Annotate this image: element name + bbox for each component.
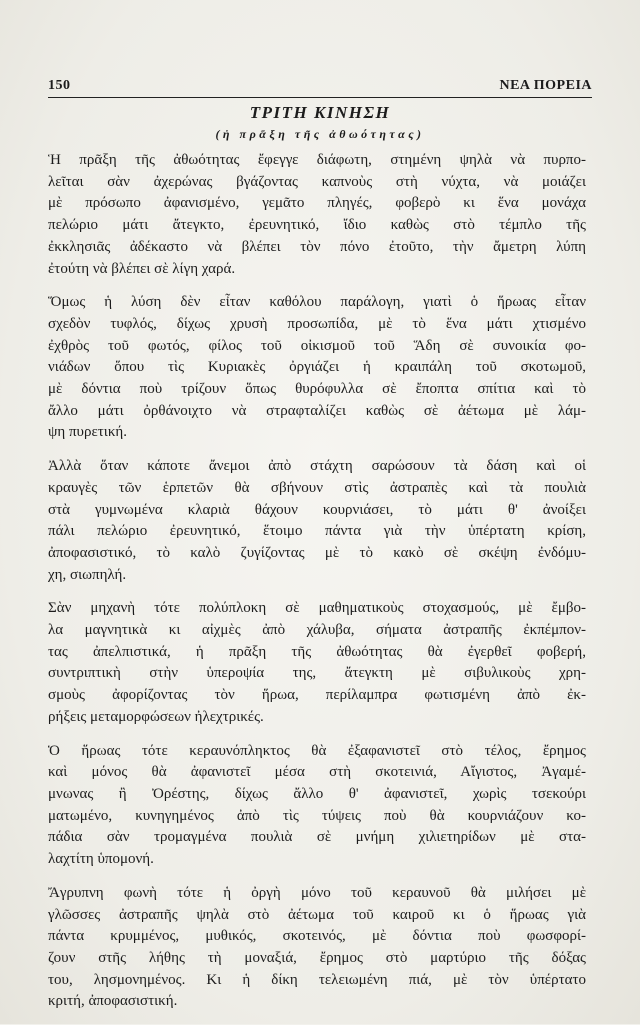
text-line: χη, σιωπηλή.: [48, 566, 127, 583]
text-line: ἐκκλησιᾶς ἀδέκαστο νὰ βλέπει τὸν πόνο ἐτοῦτο, τὴν ἄμετρη λύπη: [48, 238, 586, 255]
journal-name: ΝΕΑ ΠΟΡΕΙΑ: [499, 78, 592, 93]
text-line: Ἡ πρᾶξη τῆς ἀθωότητας ἔφεγγε διάφωτη, στημένη ψηλὰ νὰ πυρπο-: [48, 152, 586, 168]
text-line: πελώριο μάτι ἄτεγκτο, ἐρευνητικό, ἴδιο καθὼς στὸ τέμπλο τῆς: [48, 217, 586, 234]
text-line: τας ἀπελπιστικά, ἡ πρᾶξη τῆς ἀθωότητας θὰ ἐγερθεῖ φοβερή,: [48, 643, 586, 660]
section-subtitle: (ἡ πρᾶξη τῆς ἀθωότητας): [215, 127, 425, 141]
section-title: ΤΡΙΤΗ ΚΙΝΗΣΗ: [249, 103, 391, 122]
text-line: λα μαγνητικὰ κι αἰχμὲς ἀπὸ χάλυβα, σήματα ἀστραπῆς ἐκπέμπον-: [48, 622, 586, 639]
paragraph-5: [48, 741, 586, 871]
text-line: λαχτίτη ὑπομονή.: [48, 851, 154, 868]
text-line: κραυγὲς τῶν ἑρπετῶν θὰ σβήνουν στὶς ἀστραπὲς καὶ τὰ πουλιὰ: [48, 479, 586, 496]
text-line: Σὰν μηχανὴ τότε πολύπλοκη σὲ μαθηματικοὺς στοχασμούς, μὲ ἔμβο-: [48, 600, 586, 617]
text-line: καὶ μόνος θὰ ἀφανιστεῖ μέσα στὴ σκοτεινιά, Αἴγιστος, Ἀγαμέ-: [48, 764, 586, 781]
text-line: Ἀλλὰ ὅταν κάποτε ἄνεμοι ἀπὸ στάχτη σαρώσουν τὰ δάση καὶ οἱ: [48, 458, 586, 475]
text-line: πάλι πελώριο ἐρευνητικό, ἕτοιμο πάντα γιὰ τὴν ὑπέρτατη κρίση,: [48, 523, 586, 540]
text-line: πάντα κρυμμένος, μυθικός, σκοτεινός, μὲ δόντια ποὺ φωσφορί-: [48, 928, 586, 945]
body-text: [48, 150, 586, 1025]
text-line: Ὁ ἥρωας τότε κεραυνόπληκτος θὰ ἐξαφανιστεῖ στὸ τέλος, ἔρημος: [48, 742, 586, 759]
text-line: ματωμένο, κυνηγημένος ἀπὸ τὶς τύψεις ποὺ θὰ κουρνιάζουν κο-: [48, 807, 586, 824]
header-rule: [48, 97, 592, 98]
text-line: στὰ γυμνωμένα κλαριὰ θάχουν κουρνιάσει, τὸ μάτι θ' ἀνοίξει: [48, 501, 586, 518]
page-number: 150: [48, 78, 71, 93]
text-line: ζουν στῆς λήθης τὴ μοναξιά, ἔρημος στὸ μαρτύριο τῆς δόξας: [48, 949, 586, 966]
text-line: πάδια σὰν τρομαγμένα πουλιὰ σὲ μνήμη χιλιετηρίδων μὲ στα-: [48, 829, 586, 846]
text-line: ἐτούτη νὰ βλέπει σὲ λίγη χαρά.: [48, 260, 236, 277]
text-line: συντριπτικὴ στὴν ὑπεροψία της, ἄτεγκτη μὲ σιβυλικοὺς χρη-: [48, 665, 586, 682]
paragraph-6: [48, 883, 586, 1013]
text-line: ἄλλο μάτι ὀρθάνοιχτο νὰ στραφταλίζει καθὼς σὲ ἀέτωμα μὲ λάμ-: [48, 402, 586, 419]
text-line: ἐχθρὸς τοῦ φωτός, φίλος τοῦ οἰκισμοῦ τοῦ Ἅδη σὲ συνοικία φο-: [48, 337, 586, 354]
text-line: Ἄγρυπνη φωνὴ τότε ἡ ὀργὴ μόνο τοῦ κεραυνοῦ θὰ μιλήσει μὲ: [48, 884, 586, 901]
text-line: σχεδὸν τυφλός, δίχως χρυσὴ προσωπίδα, μὲ τὸ ἕνα μάτι χτισμένο: [48, 315, 586, 332]
paragraph-2: [48, 292, 586, 444]
paragraph-3: [48, 456, 586, 586]
text-line: κριτή, ἀποφασιστική.: [48, 993, 178, 1010]
text-line: σμοὺς ἀφορίζοντας τὸν ἥρωα, περίλαμπρα φωτισμένη ἀπὸ ἐκ-: [48, 687, 586, 704]
text-line: μὲ πρόσωπο ἀφανισμένο, γεμᾶτο πληγές, φοβερὸ κι ἕνα μονάχα: [48, 195, 586, 212]
text-line: μὲ δόντια ποὺ τρίζουν ὅπως θυρόφυλλα σὲ ἔποπτα σπίτια καὶ τὸ: [48, 381, 586, 398]
running-header: [48, 78, 592, 94]
text-line: του, λησμονημένος. Κι ἡ δίκη τελειωμένη πιά, μὲ τὸν ὑπέρτατο: [48, 971, 586, 988]
text-line: Ὅμως ἡ λύση δὲν εἶταν καθόλου παράλογη, γιατὶ ὁ ἥρωας εἶταν: [48, 294, 586, 311]
text-line: μνωνας ἢ Ὀρέστης, δίχως ἄλλο θ' ἀφανιστεῖ, χωρὶς τσεκούρι: [48, 785, 586, 802]
text-line: γλῶσσες ἀστραπῆς ψηλὰ στὸ ἀέτωμα τοῦ καιροῦ κι ὁ ἥρωας γιὰ: [48, 906, 586, 923]
text-line: λεῖται σὰν ἀχερώνας βγάζοντας καπνοὺς στὴ νύχτα, νὰ μοιάζει: [48, 173, 586, 190]
text-line: ἀποφασιστικό, τὸ καλὸ ζυγίζοντας μὲ τὸ κακὸ σὲ σκέψη ἐνδόμυ-: [48, 544, 586, 561]
text-line: ρήξεις μεταμορφώσεων ἠλεχτρικές.: [48, 708, 264, 725]
paragraph-1: [48, 150, 586, 280]
text-line: ψη πυρετική.: [48, 424, 127, 441]
paragraph-4: [48, 598, 586, 728]
text-line: νιάδων ὅπου τὶς Κυριακὲς ὀργιάζει ἡ κραιπάλη τοῦ σκοτωμοῦ,: [48, 359, 586, 376]
